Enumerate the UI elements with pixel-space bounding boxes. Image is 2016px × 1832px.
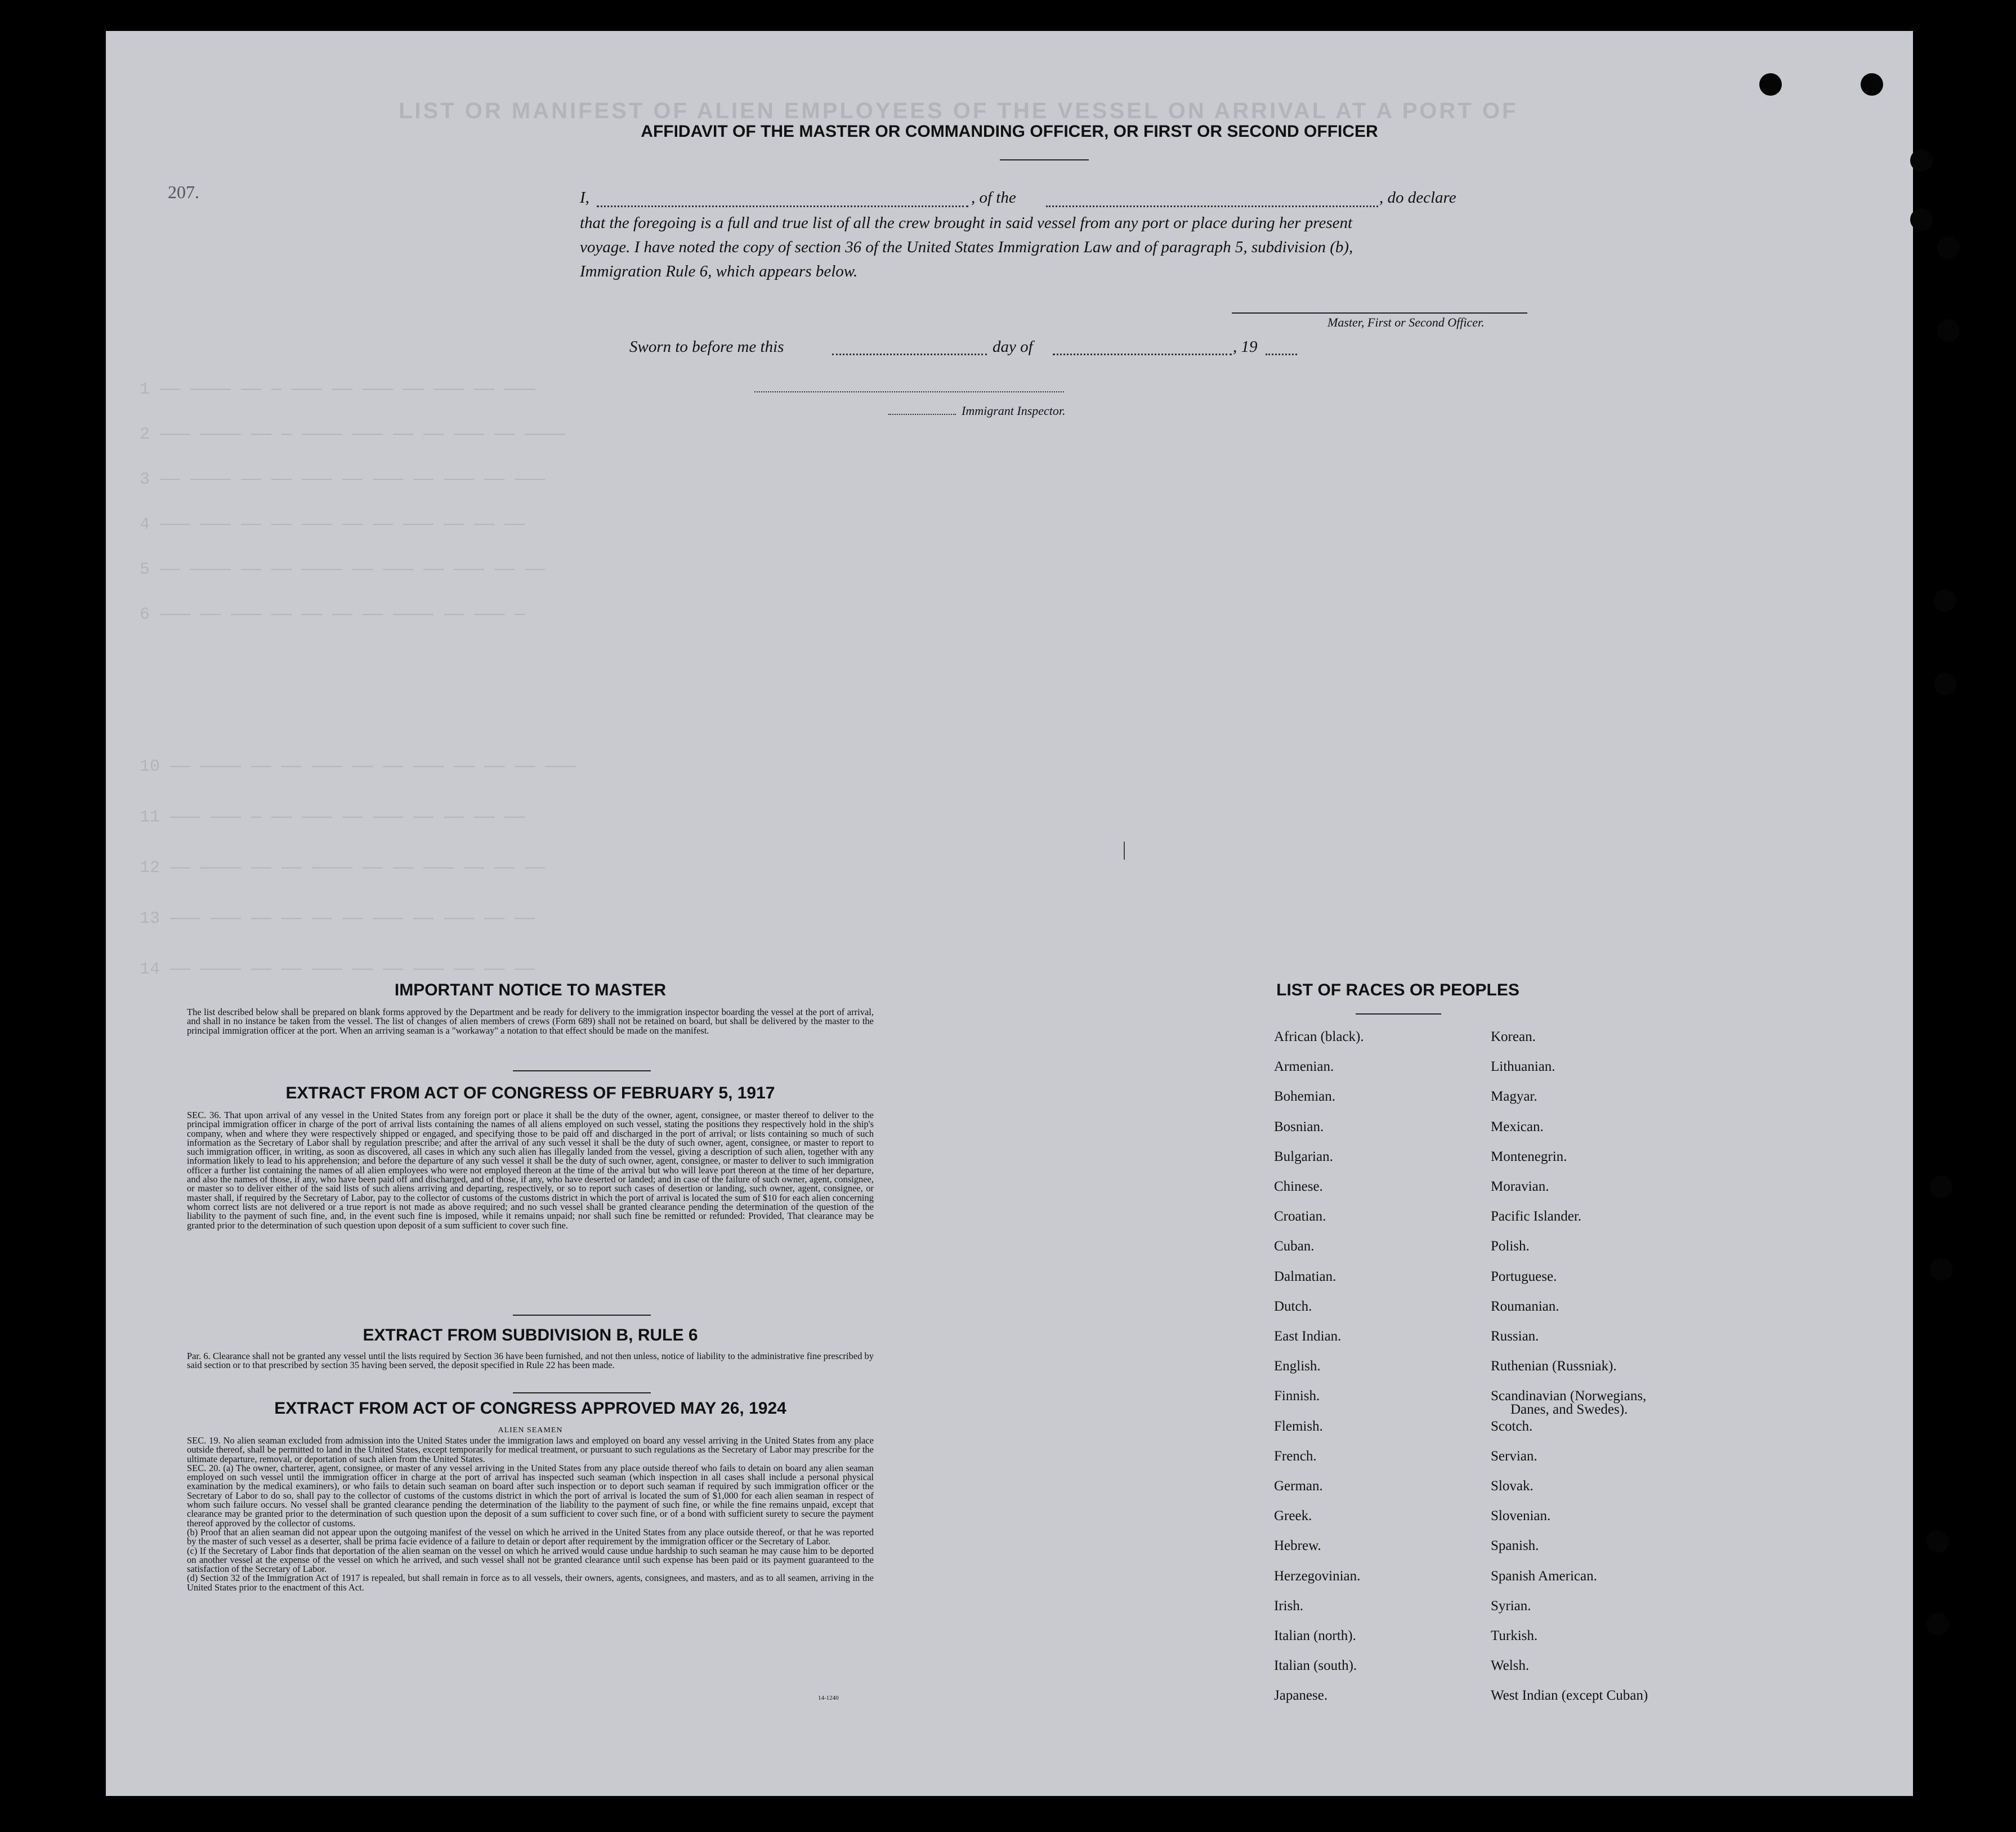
sec-19-text: SEC. 19. No alien seaman excluded from admission into the United States under the immigration laws and employed on board any vessel arriving in the United States from any place outside thereof, shall be permitted to land in the United States, except temporarily for medical treatment, or pursuant to such regulations as the Secretary of Labor may prescribe for the ultimate departure, removal, or deportation of such alien from the United States. bbox=[187, 1435, 874, 1464]
race-left-item: African (black). bbox=[1274, 1029, 1364, 1044]
race-left-item: Irish. bbox=[1274, 1598, 1304, 1614]
race-left-item: Herzegovinian. bbox=[1274, 1569, 1361, 1584]
notice-text: The list described below shall be prepared on blank forms approved by the Department and be ready for delivery to the immigration inspector boarding the vessel at the port of arrival, and shall in no instance be taken from the vessel. The list of changes of alien members of crews (Form 689) shall not be retained on board, but shall be delivered by the master to the principal immigration officer at the port. When an arriving seaman is a "workaway" a notation to that effect should be made on the manifest. bbox=[187, 1007, 874, 1036]
margin-mark: 207. bbox=[168, 182, 199, 202]
punch-hole bbox=[1937, 236, 1960, 259]
race-left-item: Hebrew. bbox=[1274, 1538, 1321, 1553]
race-left-item: Croatian. bbox=[1274, 1209, 1326, 1224]
punch-hole bbox=[1930, 1176, 1952, 1198]
extract-1924-body bbox=[187, 1436, 874, 1592]
year-text: , 19 bbox=[1233, 338, 1258, 356]
race-left-item: Armenian. bbox=[1274, 1059, 1334, 1074]
declaration-line bbox=[580, 189, 1509, 211]
affidavit-title: AFFIDAVIT OF THE MASTER OR COMMANDING OFFICER, OR FIRST OR SECOND OFFICER bbox=[641, 122, 1378, 141]
race-right-item: Syrian. bbox=[1491, 1598, 1531, 1614]
race-left-item: Greek. bbox=[1274, 1508, 1312, 1523]
sec-20d-text: (d) Section 32 of the Immigration Act of 1917 is repealed, but shall remain in force as to all vessels, their owners, agents, consignees, and masters, and as to all seamen, arriving in the United States prior to the enactment of this Act. bbox=[187, 1572, 874, 1593]
race-left-item: Chinese. bbox=[1274, 1179, 1323, 1194]
punch-hole bbox=[1930, 1258, 1952, 1281]
race-right-item: Ruthenian (Russniak). bbox=[1491, 1359, 1617, 1374]
race-right-item: Montenegrin. bbox=[1491, 1149, 1567, 1164]
race-right-item: Turkish. bbox=[1491, 1628, 1538, 1643]
affidavit-body-line3: Immigration Rule 6, which appears below. bbox=[580, 262, 858, 280]
race-left-item: Italian (north). bbox=[1274, 1628, 1356, 1643]
punch-hole bbox=[1926, 1613, 1949, 1636]
extract-1917-text: SEC. 36. That upon arrival of any vessel in the United States from any foreign port or place it shall be the duty of the owner, agent, consignee, or master thereof to deliver to the principal immigration officer in charge of the port of arrival lists containing the names of all aliens employed on such vessel, stating the positions they respectively hold in the ship's company, when and where they were respectively shipped or engaged, and specifying those to be paid off and discharged in the port of arrival; or lists containing so much of such information as the Secretary of Labor shall by regulation prescribe; and after the arrival of any such vessel it shall be the duty of such owner, agent, consignee, or master to report to such immigration officer, in writing, as soon as discovered, all cases in which any such alien has illegally landed from the vessel, giving a description of such alien, together with any information likely to lead to his apprehension; and before the departure of any such vessel it shall be the duty of such owner, agent, consignee, or master to deliver to such immigration officer a further list containing the names of all alien employees who were not employed thereon at the time of the arrival but who will leave port thereon at the time of her departure, and also the names of those, if any, who have been paid off and discharged, and of those, if any, who have deserted or landed; and in case of the failure of such owner, agent, consignee, or master so to deliver either of the said lists of such aliens arriving and departing, respectively, or so to report such cases of desertion or landing, such owner, agent, consignee, or master shall, if required by the Secretary of Labor, pay to the collector of customs of the customs district in which the port of arrival is located the sum of $10 for each alien concerning whom correct lists are not delivered or a true report is not made as above required; and no such vessel shall be granted clearance pending the determination of the question of the liability to the payment of such fine, and, in the event such fine is imposed, while it remains unpaid; nor shall such fine be remitted or refunded: Provided, That clearance may be granted prior to the determination of such question upon deposit of a sum sufficient to cover such fine. bbox=[187, 1110, 874, 1231]
sworn-year-blank bbox=[1266, 354, 1297, 355]
race-left-item: East Indian. bbox=[1274, 1329, 1342, 1344]
race-right-item: West Indian (except Cuban) bbox=[1491, 1688, 1648, 1703]
document-page: LIST OR MANIFEST OF ALIEN EMPLOYEES OF THE VESSEL ON ARRIVAL AT A PORT OF 1 —— ———— —— — ——— —— ——— —— ——— —— ——— 2 ——— ———— —— — ———— ——— —— —— ——— —— ———— 3 —— ———— —— —— ——— —— ——— —— ——— —— ——— 4 ——— ——— —— —— ——— —— —— ——— —— —— —— 5 —— ———— —— —— ———— —— ——— —— ——— —— —— 6 ——— —— ——— —— —— —— —— ———— —— ——— — 10 —— ———— —— —— ——— —— —— ——— —— —— —— ——— 11 ——— ——— — —— ——— —— ——— —— —— —— —— 12 —— ———— —— —— ———— —— —— ——— —— —— —— 13 ——— ——— —— —— —— —— ——— —— ——— —— —— 14 —— ———— —— —— ——— —— —— ——— —— —— —— 207. AFFIDAVIT OF THE MASTER OR COMMANDING OFFICER, OR FIRST OR SECOND OFFICER I, , of the , do declare that the foregoing is a full and true list of all the crew brought in said vessel from any port or place during her present voyage. I have noted the copy of section 36 of the United States Immigration Law and of paragraph 5, subdivision (b), Immigration Rule 6, which appears below. Master, First or Second Officer. Sworn to before me this day of , 19 Immigrant Inspector. IMPORTANT NOTICE TO MASTER The list described below shall be prepared on blank forms approved by the Department and be ready for delivery to the immigration inspector boarding the vessel at the port of arrival, and shall in no instance be taken from the vessel. The list of changes of alien members of crews (Form 689) shall not be retained on board, but shall be delivered by the master to the principal immigration officer at the port. When an arriving seaman is a "workaway" a notation to that effect should be made on the manifest. EXTRACT FROM ACT OF CONGRESS OF FEBRUARY 5, 1917 SEC. 36. That upon arrival of any vessel in the United States from any foreign port or place it shall be the duty of the owner, agent, consignee, or master thereof to deliver to the principal immigration officer in charge of the port of arrival lists containing the names of all aliens employed on such vessel, stating the positions they respectively hold in the ship's company, when and where they were respectively shipped or engaged, and specifying those to be paid off and discharged in the port of arrival; or lists containing so much of such information as the Secretary of Labor shall by regulation prescribe; and after the arrival of any such vessel it shall be the duty of such owner, agent, consignee, or master to report to such immigration officer, in writing, as soon as discovered, all cases in which any such alien has illegally landed from the vessel, giving a description of such alien, together with any information likely to lead to his apprehension; and before the departure of any such vessel it shall be the duty of such owner, agent, consignee, or master to deliver to such immigration officer a further list containing the names of all alien employees who were not employed thereon at the time of the arrival but who will leave port thereon at the time of her departure, and also the names of those, if any, who have been paid off and discharged, and of those, if any, who have deserted or landed; and in case of the failure of such owner, agent, consignee, or master so to deliver either of the said lists of such aliens arriving and departing, respectively, or so to report such cases of desertion or landing, such owner, agent, consignee, or master shall, if required by the Secretary of Labor, pay to the collector of customs of the customs district in which the port of arrival is located the sum of $10 for each alien concerning whom correct lists are not delivered or a true report is not made as above required; and no such vessel shall be granted clearance pending the determination of the question of the liability to the payment of such fine, and, in the event such fine is imposed, while it remains unpaid; nor shall such fine be remitted or refunded: Provided, That clearance may be granted prior to the determination of such question upon deposit of a sum sufficient to cover such fine. EXTRACT FROM SUBDIVISION B, RULE 6 Par. 6. Clearance shall not be granted any vessel until the lists required by Section 36 have been furnished, and not then unless, notice of liability to the administrative fine prescribed by said section or to that prescribed by section 35 having been served, the deposit specified in Rule 22 has been made. EXTRACT FROM ACT OF CONGRESS APPROVED MAY 26, 1924 ALIEN SEAMEN SEC. 19. No alien seaman excluded from admission into the United States under the immigration laws and employed on board any vessel arriving in the United States from any place outside thereof, shall be permitted to land in the United States, except temporarily for medical treatment, or pursuant to such regulations as the Secretary of Labor may prescribe for the ultimate departure, removal, or deportation of such alien from the United States. SEC. 20. (a) The owner, charterer, agent, consignee, or master of any vessel arriving in the United States from any place outside thereof who fails to detain on board any alien seaman employed on such vessel until the immigration officer in charge at the port of arrival has inspected such seaman (which inspection in all cases shall include a personal physical examination by the medical examiners), or who fails to detain such seaman on board after such inspection or to deport such seaman if required by such immigration officer or the Secretary of Labor to do so, shall pay to the collector of customs of the customs district in which the port of arrival is located the sum of $1,000 for each alien seaman in respect of whom such failure occurs. No vessel shall be granted clearance pending the determination of the liability to the payment of such fine, or while the fine remains unpaid, except that clearance may be granted prior to the determination of such question upon the deposit of a sum sufficient to cover such fine, or of a bond with sufficient surety to secure the payment thereof approved by the collector of customs. (b) Proof that an alien seaman did not appear upon the outgoing manifest of the vessel on which he arrived in the United States from any place outside thereof, or that he was reported by the master of such vessel as a deserter, shall be prima facie evidence of a failure to detain or deport after requirement by the immigration officer or the Secretary of Labor. (c) If the Secretary of Labor finds that deportation of the alien seaman on the vessel on which he arrived would cause undue hardship to such seaman he may cause him to be deported on another vessel at the expense of the vessel on which he arrived, and such vessel shall not be granted clearance until such expense has been paid or its payment guaranteed to the satisfaction of the Secretary of Labor. (d) Section 32 of the Immigration Act of 1917 is repealed, but shall remain in force as to all vessels, their owners, agents, consignees, and masters, and as to all seamen, arriving in the United States prior to the enactment of this Act. 14-1240 LIST OF RACES OR PEOPLES African (black). Armenian. Bohemian. Bosnian. Bulgarian. Chinese. Croatian. Cuban. Dalmatian. Dutch. East Indian. English. Finnish. Flemish. French. German. Greek. Hebrew. Herzegovinian. Irish. Italian (north). Italian (south). Japanese. Korean. Lithuanian. Magyar. Mexican. Montenegrin. Moravian. Pacific Islander. Polish. Portuguese. Roumanian. Russian. Ruthenian (Russniak). Scandinavian (Norwegians, Scotch. Servian. Slovak. Slovenian. Spanish. Spanish American. Syrian. Turkish. Welsh. West Indian (except Cuban) Danes, and Swedes). bbox=[106, 31, 1913, 1796]
race-right-item: Scotch. bbox=[1491, 1419, 1533, 1434]
divider bbox=[513, 1392, 651, 1393]
race-left-item: Dutch. bbox=[1274, 1299, 1312, 1314]
extract-1917-title: EXTRACT FROM ACT OF CONGRESS OF FEBRUARY 5, 1917 bbox=[285, 1084, 775, 1102]
of-the-text: , of the bbox=[971, 189, 1016, 207]
punch-hole bbox=[1910, 208, 1933, 231]
race-left-item: Flemish. bbox=[1274, 1419, 1323, 1434]
sworn-month-blank bbox=[1053, 354, 1232, 355]
divider bbox=[1000, 159, 1089, 160]
rule6-text: Par. 6. Clearance shall not be granted any vessel until the lists required by Section 36 have been furnished, and not then unless, notice of liability to the administrative fine prescribed by said section or to that prescribed by section 35 having been served, the deposit specified in Rule 22 has been made. bbox=[187, 1351, 874, 1371]
race-right-item: Slovenian. bbox=[1491, 1508, 1551, 1523]
race-right-continuation: Danes, and Swedes). bbox=[1510, 1402, 1628, 1417]
races-title: LIST OF RACES OR PEOPLES bbox=[1276, 981, 1519, 999]
race-right-item: Portuguese. bbox=[1491, 1269, 1557, 1284]
fold-mark bbox=[1124, 842, 1125, 860]
inspector-dotted-lead bbox=[888, 414, 956, 415]
race-left-item: French. bbox=[1274, 1449, 1317, 1464]
race-right-item: Lithuanian. bbox=[1491, 1059, 1555, 1074]
race-right-item: Pacific Islander. bbox=[1491, 1209, 1582, 1224]
sworn-day-blank bbox=[832, 354, 987, 355]
race-right-item: Roumanian. bbox=[1491, 1299, 1559, 1314]
sworn-text: Sworn to before me this bbox=[629, 338, 784, 356]
sec-20c-text: (c) If the Secretary of Labor finds that deportation of the alien seaman on the vessel on which he arrived would cause undue hardship to such seaman he may cause him to be deported on another vessel at the expense of the vessel on which he arrived, and such vessel shall not be granted clearance until such expense has been paid or its payment guaranteed to the satisfaction of the Secretary of Labor. bbox=[187, 1545, 874, 1575]
race-left-item: German. bbox=[1274, 1478, 1323, 1494]
inspector-signature-line bbox=[754, 391, 1064, 392]
vessel-blank bbox=[1046, 205, 1378, 207]
form-number: 14-1240 bbox=[818, 1695, 839, 1701]
affidavit-body-line1: that the foregoing is a full and true list of all the crew brought in said vessel from any port or place during her present bbox=[580, 214, 1353, 232]
punch-hole bbox=[1926, 1530, 1949, 1553]
punch-hole bbox=[1759, 73, 1782, 96]
declare-i-text: I, bbox=[580, 189, 589, 207]
punch-hole bbox=[1934, 673, 1956, 695]
race-left-item: Japanese. bbox=[1274, 1688, 1328, 1703]
race-right-item: Polish. bbox=[1491, 1239, 1530, 1254]
punch-hole bbox=[1910, 149, 1933, 172]
race-right-item: Spanish American. bbox=[1491, 1569, 1597, 1584]
sworn-line bbox=[629, 338, 1305, 360]
day-of-text: day of bbox=[993, 338, 1033, 356]
punch-hole bbox=[1937, 319, 1960, 342]
alien-seamen-subtitle: ALIEN SEAMEN bbox=[498, 1426, 563, 1435]
signature-line bbox=[1232, 312, 1527, 314]
race-right-item: Slovak. bbox=[1491, 1478, 1534, 1494]
race-right-item: Moravian. bbox=[1491, 1179, 1549, 1194]
punch-hole bbox=[1934, 589, 1956, 612]
divider bbox=[1356, 1013, 1441, 1015]
race-right-item: Mexican. bbox=[1491, 1119, 1544, 1134]
divider bbox=[513, 1070, 651, 1071]
race-right-item: Korean. bbox=[1491, 1029, 1536, 1044]
race-left-item: Bulgarian. bbox=[1274, 1149, 1333, 1164]
race-left-item: Dalmatian. bbox=[1274, 1269, 1336, 1284]
extract-1924-title: EXTRACT FROM ACT OF CONGRESS APPROVED MAY 26, 1924 bbox=[274, 1399, 786, 1418]
do-declare-text: , do declare bbox=[1379, 189, 1456, 207]
race-left-item: Bohemian. bbox=[1274, 1089, 1336, 1104]
sec-20a-text: SEC. 20. (a) The owner, charterer, agent, consignee, or master of any vessel arriving in the United States from any place outside thereof who fails to detain on board any alien seaman employed on such vessel until the immigration officer in charge at the port of arrival has inspected such seaman (which inspection in all cases shall include a personal physical examination by the medical examiners), or who fails to detain such seaman on board after such inspection or to deport such seaman if required by such immigration officer or the Secretary of Labor to do so, shall pay to the collector of customs of the customs district in which the port of arrival is located the sum of $1,000 for each alien seaman in respect of whom such failure occurs. No vessel shall be granted clearance pending the determination of the liability to the payment of such fine, or while the fine remains unpaid, except that clearance may be granted prior to the determination of such question upon the deposit of a sum sufficient to cover such fine, or of a bond with sufficient surety to secure the payment thereof approved by the collector of customs. bbox=[187, 1462, 874, 1529]
race-left-item: English. bbox=[1274, 1359, 1321, 1374]
race-left-item: Cuban. bbox=[1274, 1239, 1315, 1254]
name-blank bbox=[597, 205, 968, 207]
sec-20b-text: (b) Proof that an alien seaman did not appear upon the outgoing manifest of the vessel on which he arrived in the United States from any place outside thereof, or that he was reported by the master of such vessel as a deserter, shall be prima facie evidence of a failure to detain or deport after requirement by the immigration officer or the Secretary of Labor. bbox=[187, 1526, 874, 1547]
race-right-item: Spanish. bbox=[1491, 1538, 1539, 1553]
signature-label: Master, First or Second Officer. bbox=[1327, 315, 1485, 329]
race-right-item: Magyar. bbox=[1491, 1089, 1537, 1104]
race-right-item: Scandinavian (Norwegians, bbox=[1491, 1388, 1647, 1404]
race-left-item: Finnish. bbox=[1274, 1388, 1320, 1404]
rule6-title: EXTRACT FROM SUBDIVISION B, RULE 6 bbox=[363, 1326, 698, 1344]
notice-title: IMPORTANT NOTICE TO MASTER bbox=[394, 981, 667, 999]
affidavit-body-line2: voyage. I have noted the copy of section 36 of the United States Immigration Law and of paragraph 5, subdivision (b), bbox=[580, 238, 1353, 256]
punch-hole bbox=[1861, 73, 1883, 96]
race-right-item: Welsh. bbox=[1491, 1658, 1530, 1673]
inspector-label: Immigrant Inspector. bbox=[962, 404, 1066, 418]
race-right-item: Servian. bbox=[1491, 1449, 1537, 1464]
race-right-item: Russian. bbox=[1491, 1329, 1539, 1344]
race-left-item: Bosnian. bbox=[1274, 1119, 1324, 1134]
race-left-item: Italian (south). bbox=[1274, 1658, 1357, 1673]
divider bbox=[513, 1315, 651, 1316]
